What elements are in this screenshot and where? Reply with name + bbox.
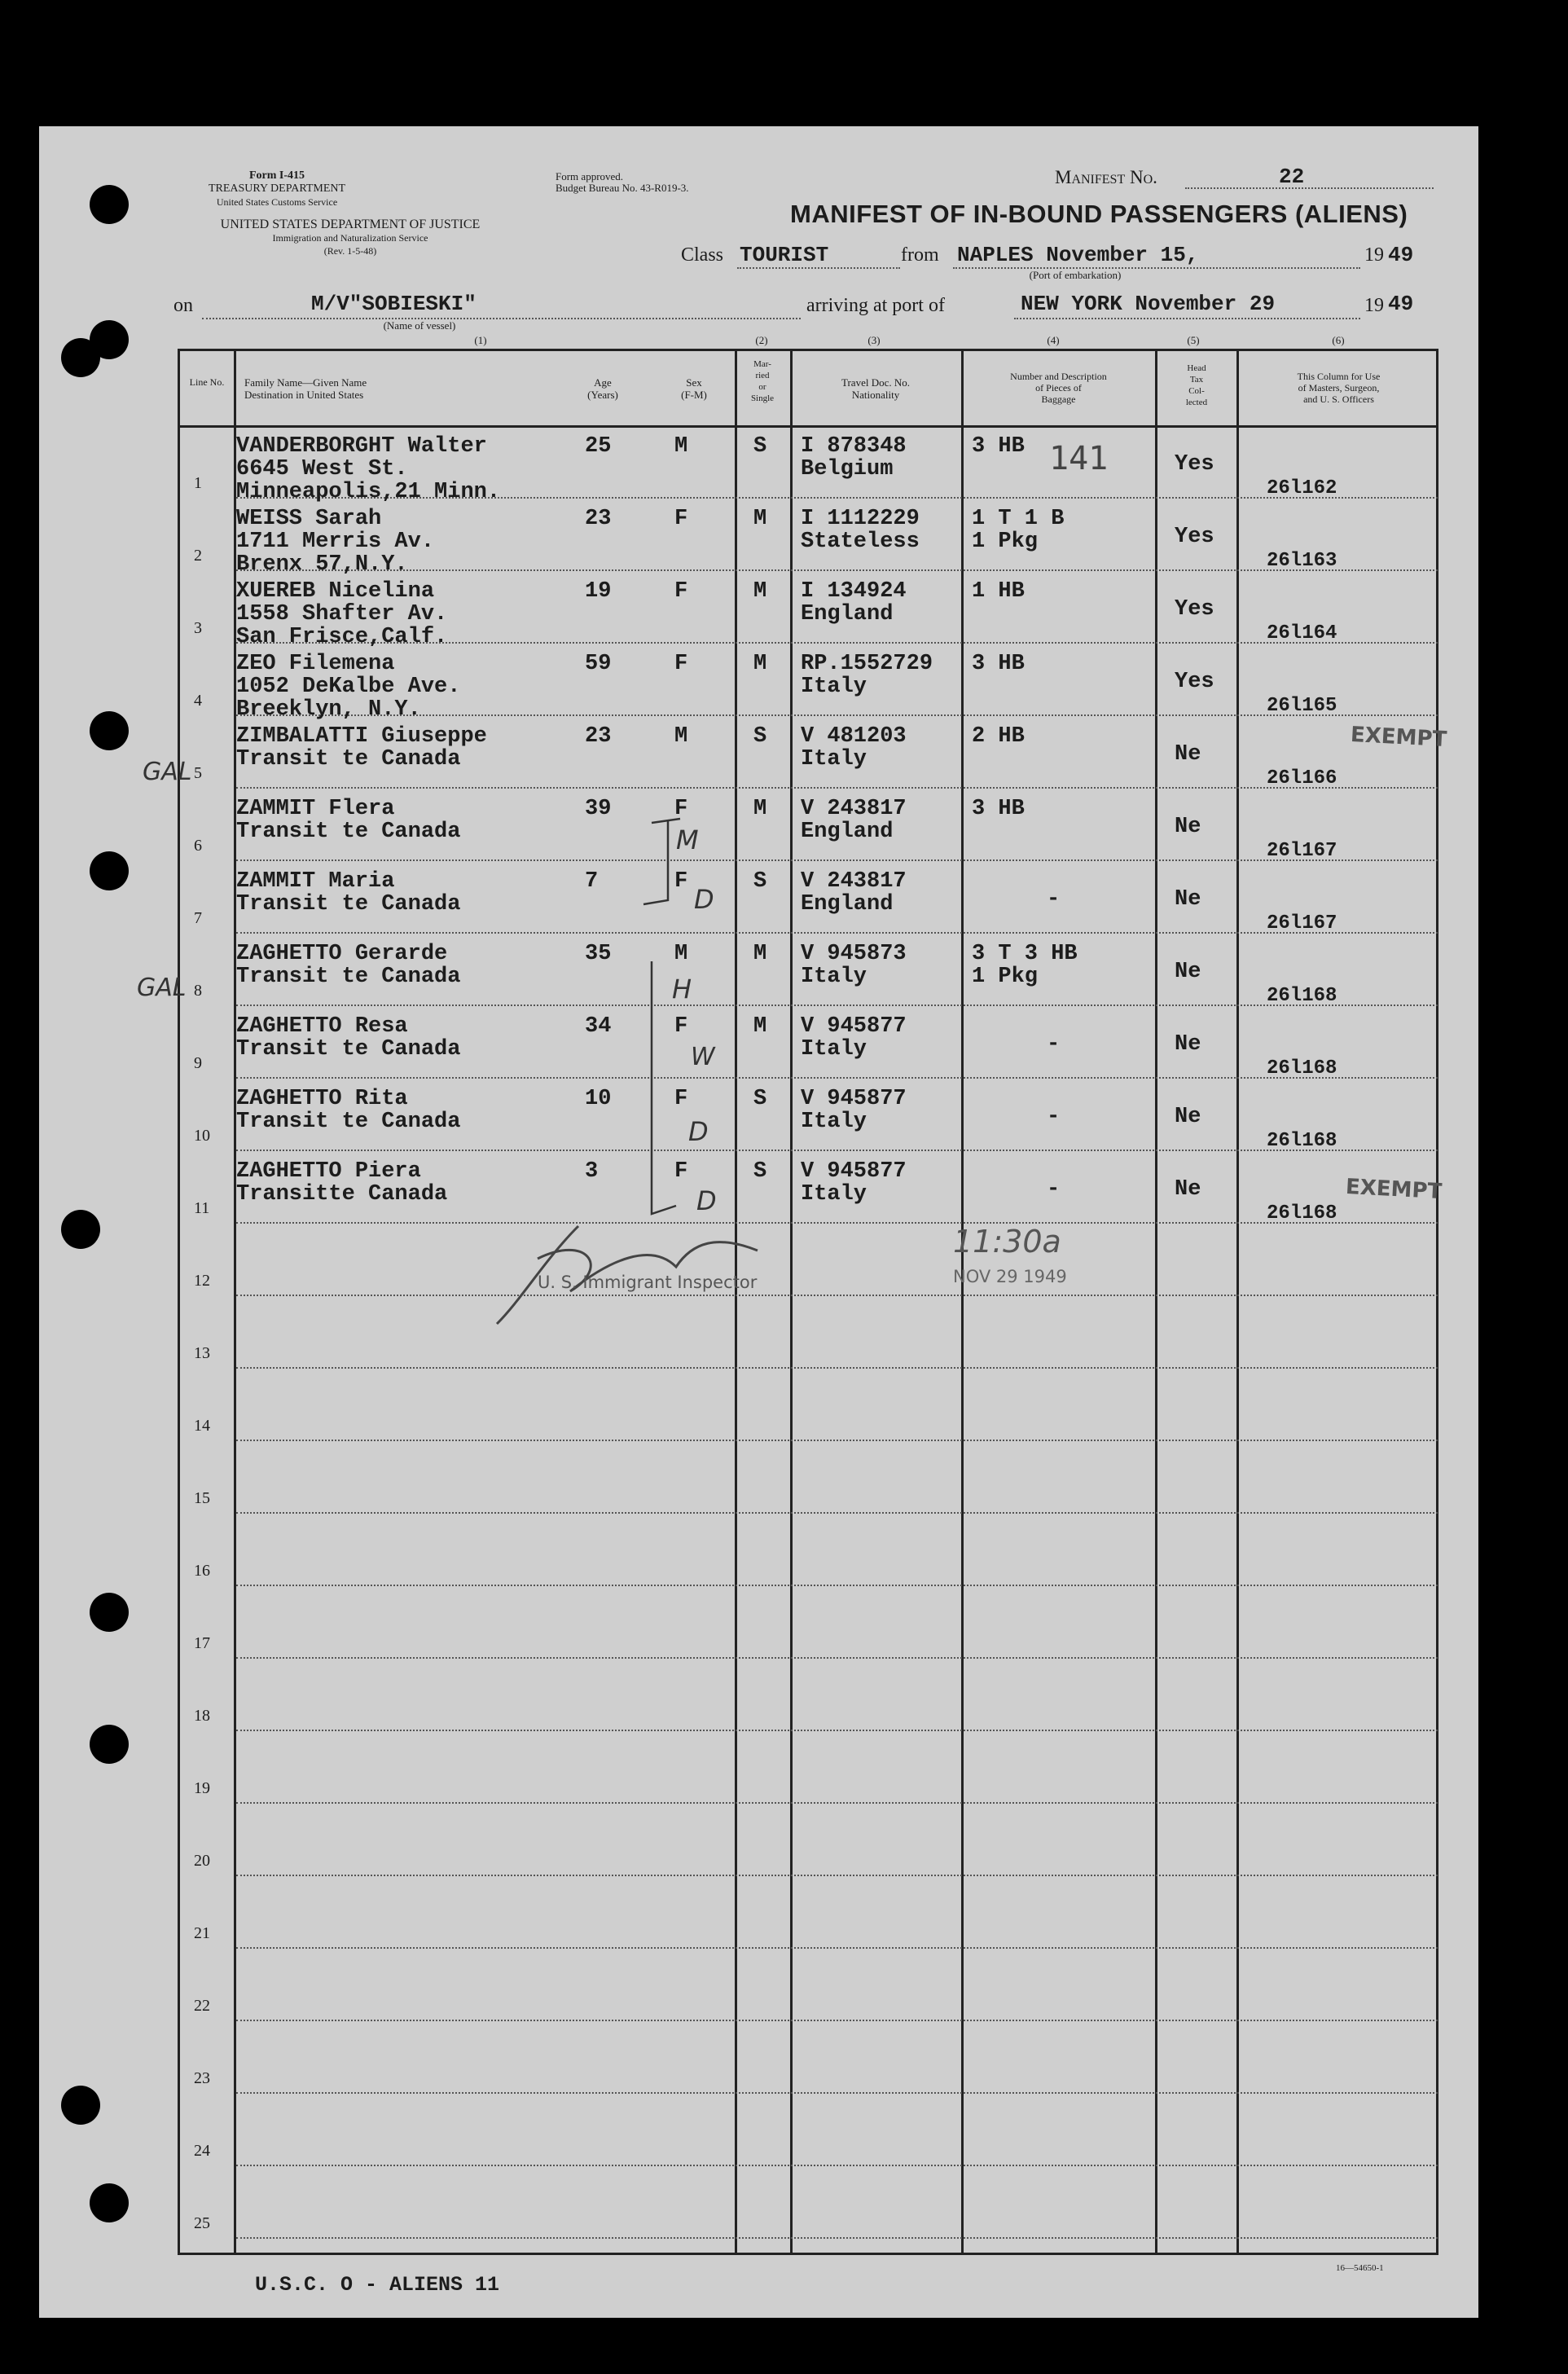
- nationality: Italy: [801, 1110, 867, 1134]
- passenger-destination: Transit te Canada: [236, 892, 461, 917]
- head-tax: Ne: [1175, 815, 1201, 839]
- manifest-title: MANIFEST OF IN-BOUND PASSENGERS (ALIENS): [790, 200, 1408, 228]
- passenger-age: 34: [585, 1014, 612, 1039]
- row-separator: [236, 1730, 1438, 1731]
- line-number: 23: [194, 2069, 210, 2087]
- travel-doc-no: I 134924: [801, 579, 907, 604]
- passenger-name: ZEO Filemena: [236, 652, 395, 676]
- arriving-label: arriving at port of: [806, 295, 945, 316]
- row-separator: [236, 1947, 1438, 1949]
- row-separator: [236, 2237, 1438, 2239]
- passenger-name: ZAMMIT Maria: [236, 869, 395, 894]
- baggage-2: 1 Pkg: [972, 965, 1039, 989]
- line-number: 9: [194, 1054, 202, 1072]
- row-separator: [236, 1440, 1438, 1441]
- passenger-destination: 1558 Shafter Av.: [236, 602, 448, 626]
- col-header-travel: Travel Doc. No. Nationality: [841, 376, 910, 401]
- col-number: (4): [1047, 334, 1060, 346]
- year-prefix-arrive: 19: [1364, 295, 1384, 316]
- passenger-sex: F: [674, 869, 688, 894]
- officer-number: 26l163: [1267, 550, 1337, 572]
- embark-caption: (Port of embarkation): [1029, 269, 1122, 281]
- baggage: -: [1047, 1032, 1061, 1057]
- inspector-caption: U. S. Immigrant Inspector: [538, 1273, 758, 1292]
- baggage: 3 HB: [972, 434, 1025, 459]
- col-number: (2): [755, 334, 768, 346]
- passenger-name: WEISS Sarah: [236, 507, 382, 531]
- officer-number: 26l168: [1267, 1130, 1337, 1152]
- passenger-age: 3: [585, 1159, 599, 1184]
- passenger-name: ZIMBALATTI Giuseppe: [236, 724, 487, 749]
- travel-doc-no: V 481203: [801, 724, 907, 749]
- passenger-destination-2: Minneapolis,21 Minn.: [236, 480, 501, 504]
- passenger-destination-2: Breeklyn, N.Y.: [236, 697, 421, 722]
- footer-print-code: 16—54650-1: [1336, 2263, 1384, 2273]
- row-separator: [236, 1077, 1438, 1079]
- arrival-time: 11:30a: [953, 1224, 1061, 1260]
- passenger-marital-status: S: [753, 1087, 767, 1111]
- head-tax: Ne: [1175, 887, 1201, 912]
- row-separator: [236, 1875, 1438, 1876]
- travel-doc-no: V 945877: [801, 1087, 907, 1111]
- passenger-marital-status: S: [753, 869, 767, 894]
- binder-hole: [90, 1725, 129, 1764]
- head-tax: Ne: [1175, 1105, 1201, 1129]
- justice-block: [171, 218, 529, 257]
- line-number: 15: [194, 1489, 210, 1507]
- nationality: Italy: [801, 747, 867, 772]
- stamp-141: 141: [1049, 440, 1109, 477]
- binder-hole: [61, 2086, 100, 2125]
- nationality: England: [801, 820, 894, 844]
- binder-hole: [90, 1593, 129, 1632]
- row-separator: [236, 1512, 1438, 1514]
- passenger-age: 7: [585, 869, 599, 894]
- passenger-name: ZAMMIT Flera: [236, 797, 395, 821]
- officer-number: 26l164: [1267, 622, 1337, 644]
- class-label: Class: [681, 244, 724, 266]
- gal-note: GAL: [143, 758, 192, 786]
- row-separator: [236, 2020, 1438, 2021]
- passenger-marital-status: M: [753, 1014, 767, 1039]
- form-number: Form I-415: [248, 169, 305, 182]
- passenger-sex: F: [674, 1087, 688, 1111]
- officer-number: 26l166: [1267, 767, 1337, 789]
- head-tax: Yes: [1175, 525, 1214, 549]
- passenger-name: ZAGHETTO Rita: [236, 1087, 408, 1111]
- arriving-value: NEW YORK November 29: [1021, 292, 1276, 316]
- passenger-name: ZAGHETTO Resa: [236, 1014, 408, 1039]
- baggage: 1 HB: [972, 579, 1025, 604]
- line-number: 14: [194, 1417, 210, 1435]
- col-header-officers: This Column for Use of Masters, Surgeon, and U. S. Officers: [1297, 371, 1381, 405]
- head-tax: Ne: [1175, 960, 1201, 984]
- arriving-line: [1014, 318, 1360, 319]
- relation-mark: D: [688, 1116, 709, 1147]
- travel-doc-no: I 878348: [801, 434, 907, 459]
- baggage: 3 T 3 HB: [972, 942, 1078, 966]
- nationality: England: [801, 892, 894, 917]
- line-number: 6: [194, 837, 202, 855]
- officer-number: 26l165: [1267, 695, 1337, 717]
- line-number: 3: [194, 619, 202, 637]
- relation-mark: D: [694, 884, 714, 915]
- passenger-name: ZAGHETTO Piera: [236, 1159, 421, 1184]
- year-arrive: 49: [1388, 292, 1414, 316]
- passenger-marital-status: M: [753, 797, 767, 821]
- line-number: 24: [194, 2142, 210, 2160]
- class-value: TOURIST: [740, 243, 829, 267]
- baggage: 3 HB: [972, 652, 1025, 676]
- passenger-marital-status: M: [753, 579, 767, 604]
- line-number: 19: [194, 1779, 210, 1797]
- nationality: Italy: [801, 965, 867, 989]
- passenger-age: 35: [585, 942, 612, 966]
- passenger-age: 19: [585, 579, 612, 604]
- passenger-sex: F: [674, 797, 688, 821]
- justice-dept: UNITED STATES DEPARTMENT OF JUSTICE: [220, 218, 481, 231]
- nationality: Belgium: [801, 457, 894, 481]
- inspector-signature: [489, 1210, 782, 1332]
- from-value: NAPLES November 15,: [957, 243, 1199, 267]
- passenger-age: 59: [585, 652, 612, 676]
- passenger-marital-status: M: [753, 942, 767, 966]
- nationality: England: [801, 602, 894, 626]
- passenger-destination: Transitte Canada: [236, 1182, 448, 1207]
- line-number: 10: [194, 1127, 210, 1145]
- col-number: (3): [867, 334, 881, 346]
- passenger-marital-status: M: [753, 652, 767, 676]
- customs-service: United States Customs Service: [216, 196, 338, 208]
- col-header-baggage: Number and Description of Pieces of Baggage: [1010, 371, 1107, 405]
- passenger-destination: Transit te Canada: [236, 747, 461, 772]
- binder-hole: [90, 185, 129, 224]
- passenger-marital-status: M: [753, 507, 767, 531]
- passenger-age: 23: [585, 507, 612, 531]
- form-header-block: [171, 169, 383, 209]
- line-number: 1: [194, 474, 202, 492]
- row-separator: [236, 1222, 1438, 1224]
- line-number: 20: [194, 1852, 210, 1870]
- line-number: 8: [194, 982, 202, 1000]
- officer-number: 26l162: [1267, 477, 1337, 499]
- baggage: 3 HB: [972, 797, 1025, 821]
- row-separator: [236, 1005, 1438, 1006]
- passenger-name: VANDERBORGHT Walter: [236, 434, 487, 459]
- exempt-stamp: EXEMPT: [1350, 722, 1447, 753]
- passenger-sex: M: [674, 434, 688, 459]
- row-separator: [236, 2165, 1438, 2166]
- gal-note: GAL: [137, 974, 187, 1002]
- row-separator: [236, 1150, 1438, 1151]
- col-divider: [1236, 349, 1239, 2255]
- year-prefix-from: 19: [1364, 244, 1384, 266]
- passenger-sex: M: [674, 942, 688, 966]
- head-tax: Ne: [1175, 1032, 1201, 1057]
- col-header-married: Mar- ried or Single: [750, 359, 775, 403]
- row-separator: [236, 859, 1438, 861]
- manifest-number: 22: [1279, 165, 1305, 189]
- col-number: (1): [474, 334, 487, 346]
- ins-service: Immigration and Naturalization Service: [272, 232, 428, 244]
- travel-doc-no: V 945877: [801, 1159, 907, 1184]
- line-number: 17: [194, 1634, 210, 1652]
- passenger-sex: F: [674, 579, 688, 604]
- baggage: 1 T 1 B: [972, 507, 1065, 531]
- passenger-destination: Transit te Canada: [236, 1110, 461, 1134]
- passenger-destination: Transit te Canada: [236, 965, 461, 989]
- vessel-caption: (Name of vessel): [383, 319, 456, 332]
- passenger-age: 25: [585, 434, 612, 459]
- binder-hole: [90, 2183, 129, 2222]
- vessel-name: M/V"SOBIESKI": [311, 292, 477, 316]
- line-number: 11: [194, 1199, 210, 1217]
- head-tax: Yes: [1175, 670, 1214, 694]
- row-separator: [236, 1802, 1438, 1804]
- binder-hole: [61, 338, 100, 377]
- col-divider: [790, 349, 793, 2255]
- passenger-name: XUEREB Nicelina: [236, 579, 435, 604]
- passenger-sex: F: [674, 652, 688, 676]
- manifest-no-line: [1185, 187, 1434, 189]
- passenger-marital-status: S: [753, 724, 767, 749]
- line-number: 13: [194, 1344, 210, 1362]
- row-separator: [236, 787, 1438, 789]
- col-header-sex: Sex (F-M): [681, 376, 707, 401]
- vessel-line: [202, 318, 801, 319]
- approval-block: [556, 171, 689, 194]
- approval-line1: Form approved.: [556, 170, 624, 182]
- revision: (Rev. 1-5-48): [323, 245, 377, 257]
- exempt-stamp: EXEMPT: [1345, 1174, 1443, 1205]
- passenger-sex: F: [674, 507, 688, 531]
- head-tax: Ne: [1175, 742, 1201, 767]
- row-separator: [236, 1295, 1438, 1296]
- row-separator: [236, 1367, 1438, 1369]
- from-label: from: [901, 244, 939, 266]
- nationality: Italy: [801, 1182, 867, 1207]
- nationality: Italy: [801, 1037, 867, 1062]
- passenger-destination: 1052 DeKalbe Ave.: [236, 675, 461, 699]
- line-number: 18: [194, 1707, 210, 1725]
- family-bracket: [603, 807, 717, 1230]
- passenger-age: 10: [585, 1087, 612, 1111]
- head-tax: Ne: [1175, 1177, 1201, 1202]
- baggage: -: [1047, 1177, 1061, 1202]
- travel-doc-no: V 243817: [801, 869, 907, 894]
- col-divider: [961, 349, 964, 2255]
- baggage: -: [1047, 887, 1061, 912]
- baggage: -: [1047, 1105, 1061, 1129]
- line-number: 16: [194, 1562, 210, 1580]
- col-number: (5): [1187, 334, 1200, 346]
- col-number: (6): [1332, 334, 1345, 346]
- officer-number: 26l168: [1267, 985, 1337, 1007]
- travel-doc-no: I 1112229: [801, 507, 920, 531]
- line-number: 22: [194, 1997, 210, 2015]
- baggage-2: 1 Pkg: [972, 530, 1039, 554]
- binder-hole: [90, 851, 129, 890]
- line-number: 4: [194, 692, 202, 710]
- nationality: Italy: [801, 675, 867, 699]
- line-number: 21: [194, 1924, 210, 1942]
- passenger-destination: 6645 West St.: [236, 457, 408, 481]
- col-header-line: Line No.: [189, 376, 225, 388]
- treasury-dept: TREASURY DEPARTMENT: [208, 182, 346, 195]
- passenger-marital-status: S: [753, 1159, 767, 1184]
- passenger-sex: F: [674, 1014, 688, 1039]
- passenger-marital-status: S: [753, 434, 767, 459]
- passenger-destination-2: Brenx 57,N.Y.: [236, 552, 408, 577]
- passenger-age: 23: [585, 724, 612, 749]
- row-separator: [236, 2092, 1438, 2094]
- passenger-destination: Transit te Canada: [236, 820, 461, 844]
- officer-number: 26l168: [1267, 1202, 1337, 1224]
- passenger-name: ZAGHETTO Gerarde: [236, 942, 448, 966]
- col-divider: [1155, 349, 1157, 2255]
- approval-line2: Budget Bureau No. 43-R019-3.: [556, 182, 689, 194]
- travel-doc-no: V 945873: [801, 942, 907, 966]
- class-line: [737, 267, 900, 269]
- row-separator: [236, 1585, 1438, 1586]
- row-separator: [236, 932, 1438, 934]
- nationality: Stateless: [801, 530, 920, 554]
- line-number: 25: [194, 2214, 210, 2232]
- relation-mark: H: [672, 974, 692, 1005]
- relation-mark: D: [696, 1185, 717, 1216]
- baggage: 2 HB: [972, 724, 1025, 749]
- binder-hole: [61, 1210, 100, 1249]
- col-header-tax: Head Tax Col- lected: [1185, 363, 1208, 407]
- passenger-sex: M: [674, 724, 688, 749]
- head-tax: Yes: [1175, 597, 1214, 622]
- travel-doc-no: V 243817: [801, 797, 907, 821]
- binder-hole: [90, 711, 129, 750]
- col-header-age: Age (Years): [587, 376, 618, 401]
- header-divider: [178, 425, 1438, 428]
- line-number: 12: [194, 1272, 210, 1290]
- footer-form-code: U.S.C. O - ALIENS 11: [255, 2273, 500, 2297]
- passenger-destination: 1711 Merris Av.: [236, 530, 435, 554]
- line-number: 5: [194, 764, 202, 782]
- line-number: 7: [194, 909, 202, 927]
- officer-number: 26l168: [1267, 1057, 1337, 1079]
- travel-doc-no: RP.1552729: [801, 652, 933, 676]
- head-tax: Yes: [1175, 452, 1214, 477]
- row-separator: [236, 569, 1438, 571]
- passenger-sex: F: [674, 1159, 688, 1184]
- manifest-no-label: Manifest No.: [1055, 167, 1157, 187]
- passenger-destination: Transit te Canada: [236, 1037, 461, 1062]
- line-number: 2: [194, 547, 202, 565]
- row-separator: [236, 1657, 1438, 1659]
- date-stamp: NOV 29 1949: [953, 1267, 1067, 1286]
- officer-number: 26l167: [1267, 840, 1337, 862]
- passenger-destination-2: San Frisce,Calf.: [236, 625, 448, 649]
- relation-mark: M: [676, 824, 699, 855]
- col-header-name: Family Name—Given Name Destination in United States: [244, 376, 367, 401]
- travel-doc-no: V 945877: [801, 1014, 907, 1039]
- relation-mark: W: [691, 1043, 715, 1071]
- officer-number: 26l167: [1267, 912, 1337, 934]
- passenger-age: 39: [585, 797, 612, 821]
- year-from: 49: [1388, 243, 1414, 267]
- on-label: on: [173, 295, 193, 316]
